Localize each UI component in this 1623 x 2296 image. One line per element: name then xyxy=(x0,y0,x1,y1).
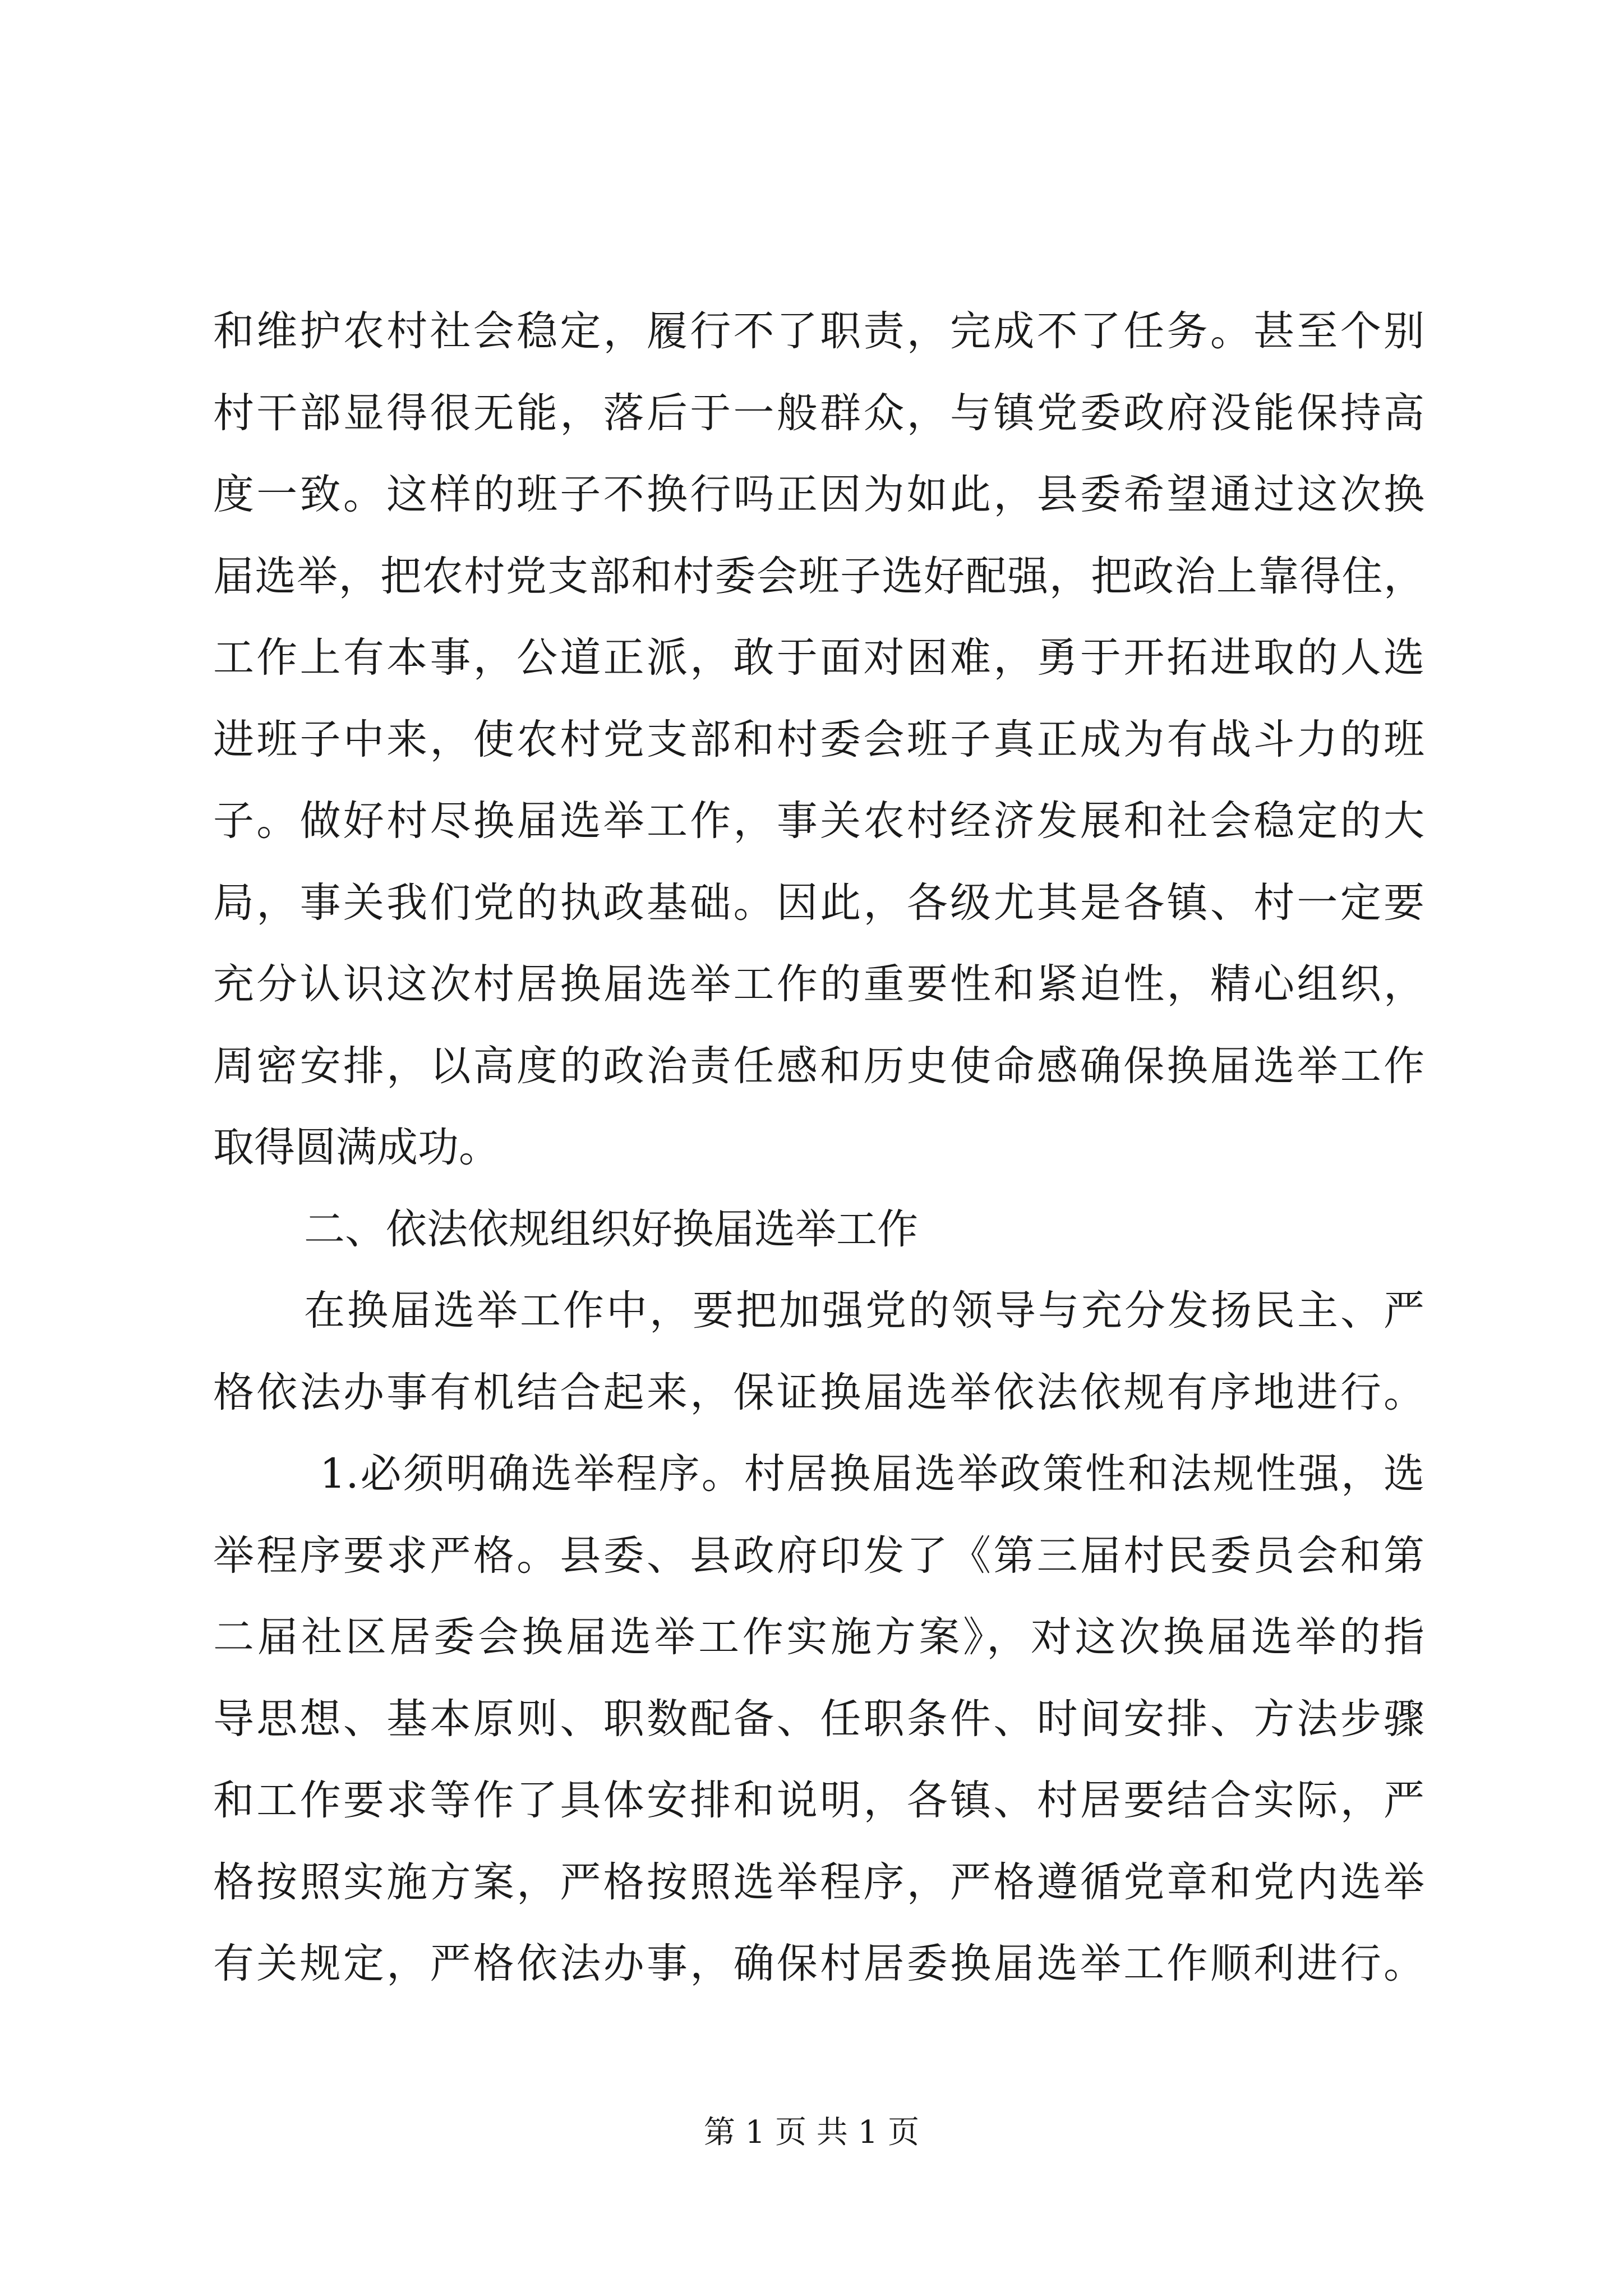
body-text-line: 工作上有本事，公道正派，敢于面对困难，勇于开拓进取的人选 xyxy=(213,634,1424,682)
body-text-line: 和工作要求等作了具体安排和说明，各镇、村居要结合实际，严 xyxy=(213,1777,1424,1824)
body-text-line: 在换届选举工作中，要把加强党的领导与充分发扬民主、严 xyxy=(304,1287,1424,1335)
body-text-line: 进班子中来，使农村党支部和村委会班子真正成为有战斗力的班 xyxy=(213,716,1424,763)
body-text-line: 二届社区居委会换届选举工作实施方案》，对这次换届选举的指 xyxy=(213,1613,1424,1661)
body-text-line: 格依法办事有机结合起来，保证换届选举依法依规有序地进行。 xyxy=(213,1369,1424,1416)
section-heading: 二、依法依规组织好换届选举工作 xyxy=(304,1205,918,1253)
body-text-line: 导思想、基本原则、职数配备、任职条件、时间安排、方法步骤 xyxy=(213,1695,1424,1743)
body-text-line: 周密安排，以高度的政治责任感和历史使命感确保换届选举工作 xyxy=(213,1042,1424,1090)
body-text-line: 有关规定，严格依法办事，确保村居委换届选举工作顺利进行。 xyxy=(213,1940,1424,1987)
body-text-line: 子。做好村尽换届选举工作，事关农村经济发展和社会稳定的大 xyxy=(213,797,1424,845)
body-text-line: 举程序要求严格。县委、县政府印发了《第三届村民委员会和第 xyxy=(213,1532,1424,1580)
body-text-line: 取得圆满成功。 xyxy=(213,1124,500,1171)
body-text-line: 村干部显得很无能，落后于一般群众，与镇党委政府没能保持高 xyxy=(213,389,1424,437)
body-text-line: 充分认识这次村居换届选举工作的重要性和紧迫性，精心组织， xyxy=(213,960,1424,1008)
page-footer: 第 1 页 共 1 页 xyxy=(703,2114,920,2151)
body-text-line: 格按照实施方案，严格按照选举程序，严格遵循党章和党内选举 xyxy=(213,1858,1424,1906)
body-text-line: 局，事关我们党的执政基础。因此，各级尤其是各镇、村一定要 xyxy=(213,879,1424,927)
body-text-line: 度一致。这样的班子不换行吗正因为如此，县委希望通过这次换 xyxy=(213,471,1424,518)
body-text-line: 和维护农村社会稳定，履行不了职责，完成不了任务。甚至个别 xyxy=(213,307,1424,355)
body-text-line: 1.必须明确选举程序。村居换届选举政策性和法规性强，选 xyxy=(320,1450,1424,1498)
body-text-line: 届选举，把农村党支部和村委会班子选好配强，把政治上靠得住， xyxy=(213,553,1424,600)
